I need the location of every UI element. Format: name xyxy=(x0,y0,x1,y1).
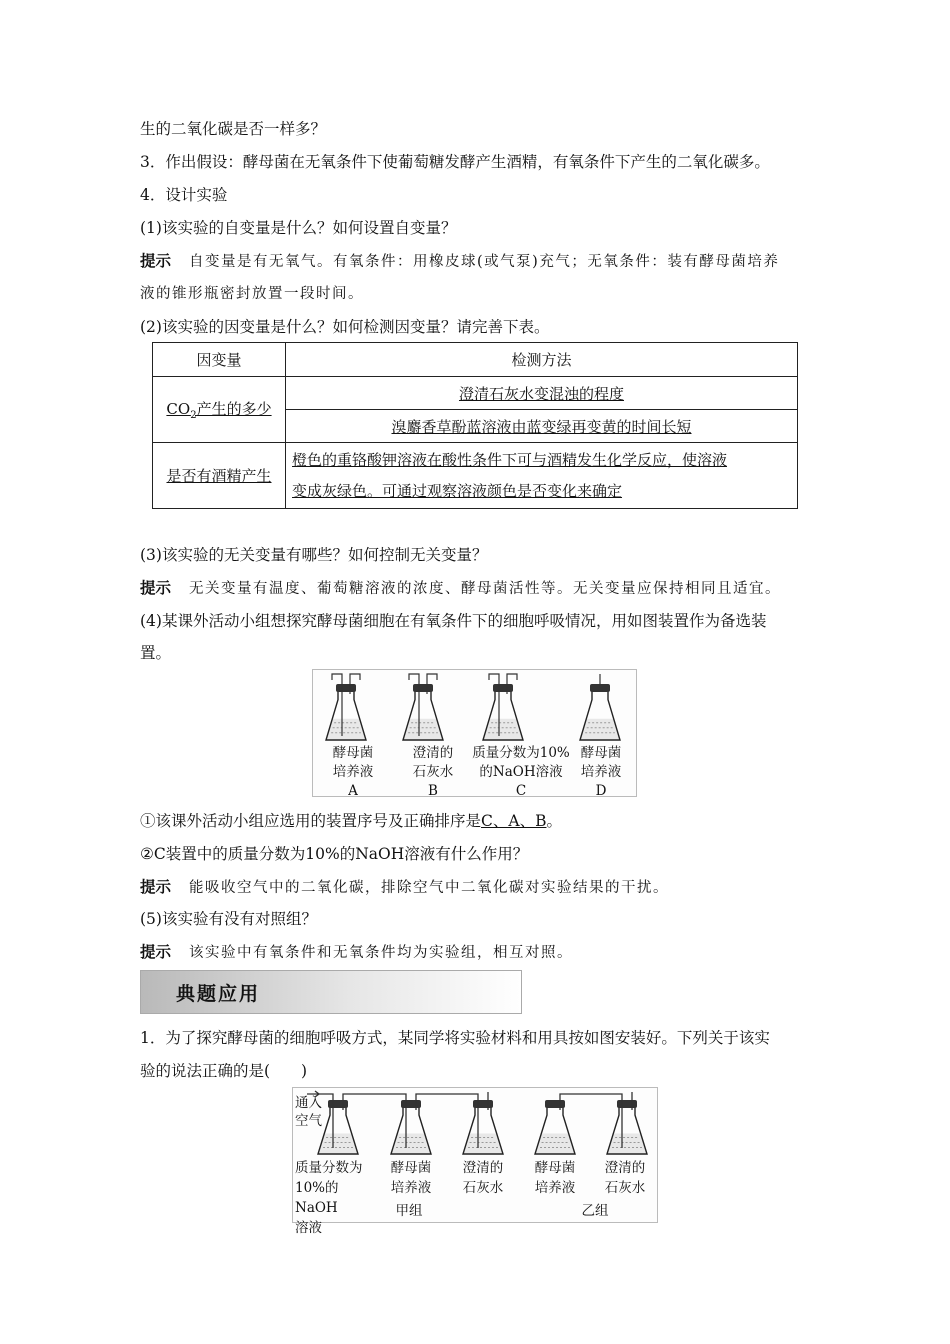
exercise-1: 1．为了探究酵母菌的细胞呼吸方式，某同学将实验材料和用具按如图安装好。下列关于该实 xyxy=(140,1029,770,1047)
hint-line xyxy=(140,249,779,271)
hint-text: 自变量是有无氧气。有氧条件：用橡皮球(或气泵)充气；无氧条件：装有酵母菌培养 xyxy=(189,254,780,270)
flask-c-label: 质量分数为10% 的NaOH溶液 C xyxy=(472,745,570,799)
answer-line-1: ①该课外活动小组应选用的装置序号及正确排序是C、A、B。 xyxy=(140,812,562,830)
hint-line xyxy=(140,875,669,897)
table-cell-co2: $CO_2$产生的多少 xyxy=(153,377,286,443)
hint-label: 提示 xyxy=(140,943,172,961)
flask-d-label: 酵母菌 培养液 D xyxy=(580,745,622,799)
question-1: (1)该实验的自变量是什么？如何设置自变量？ xyxy=(140,219,457,237)
hint-line xyxy=(140,576,781,598)
conical-flask xyxy=(607,1100,647,1154)
flask-a-label: 酵母菌 培养液 A xyxy=(332,745,374,799)
apparatus-figure-groups xyxy=(292,1087,658,1236)
hypothesis-line: 3．作出假设：酵母菌在无氧条件下使葡萄糖发酵产生酒精，有氧条件下产生的二氧化碳多。 xyxy=(140,153,770,171)
hint-label: 提示 xyxy=(140,252,172,270)
flask-yeast-a-label: 酵母菌 培养液 xyxy=(390,1160,432,1196)
question-5: (5)该实验有没有对照组？ xyxy=(140,910,317,928)
table-header-variable: 因变量 xyxy=(153,343,286,377)
conical-flask xyxy=(535,1100,575,1154)
exercise-1-cont: 验的说法正确的是( ) xyxy=(140,1062,308,1080)
flask-lime-b-label: 澄清的 石灰水 xyxy=(604,1160,646,1196)
hint-label: 提示 xyxy=(140,878,172,896)
flask-yeast-b-label: 酵母菌 培养液 xyxy=(534,1160,576,1196)
question-4: (4)某课外活动小组想探究酵母菌细胞在有氧条件下的细胞呼吸情况，用如图装置作为备选装 xyxy=(140,612,767,630)
hint-line xyxy=(140,940,573,962)
conical-flask xyxy=(318,1100,358,1154)
flask-naoh-label: 质量分数为 10%的NaOH 溶液 xyxy=(295,1160,363,1236)
table-cell-method-3: 橙色的重铬酸钾溶液在酸性条件下可与酒精发生化学反应，使溶液 变成灰绿色。可通过观察溶液颜色是否变化来确定 xyxy=(286,443,798,509)
question-naoh: ②C装置中的质量分数为10%的NaOH溶液有什么作用？ xyxy=(140,845,529,863)
conical-flask xyxy=(463,1100,503,1154)
hint-label: 提示 xyxy=(140,579,172,597)
hint-text: 无关变量有温度、葡萄糖溶液的浓度、酵母菌活性等。无关变量应保持相同且适宜。 xyxy=(189,581,782,597)
conical-flask xyxy=(391,1100,431,1154)
conical-flask xyxy=(483,684,523,740)
air-inlet-label: 通入 空气 xyxy=(295,1095,322,1129)
question-4-cont: 置。 xyxy=(140,644,172,662)
hint-text: 该实验中有氧条件和无氧条件均为实验组，相互对照。 xyxy=(189,945,574,961)
flask-b-label: 澄清的 石灰水 B xyxy=(412,745,454,799)
table-header-method: 检测方法 xyxy=(286,343,798,377)
section-banner xyxy=(140,970,522,1014)
conical-flask xyxy=(326,684,366,740)
answer-order: C、A、B xyxy=(481,812,547,830)
flask-lime-a-label: 澄清的 石灰水 xyxy=(462,1160,504,1196)
group-b-label: 乙组 xyxy=(581,1203,609,1219)
group-a-label: 甲组 xyxy=(395,1203,423,1219)
hint-text: 能吸收空气中的二氧化碳，排除空气中二氧化碳对实验结果的干扰。 xyxy=(189,880,670,896)
question-3: (3)该实验的无关变量有哪些？如何控制无关变量？ xyxy=(140,546,488,564)
table-cell-method-1: 澄清石灰水变混浊的程度 xyxy=(286,377,798,410)
banner-title: 典题应用 xyxy=(176,983,261,1005)
apparatus-figure-abcd xyxy=(312,669,637,797)
table-cell-method-2: 溴麝香草酚蓝溶液由蓝变绿再变黄的时间长短 xyxy=(286,410,798,443)
question-2: (2)该实验的因变量是什么？如何检测因变量？请完善下表。 xyxy=(140,318,550,336)
dependent-variable-table xyxy=(152,342,798,509)
text-line: 生的二氧化碳是否一样多？ xyxy=(140,120,327,138)
conical-flask xyxy=(403,684,443,740)
conical-flask xyxy=(580,684,620,740)
table-cell-alcohol: 是否有酒精产生 xyxy=(153,443,286,509)
hint-continuation: 液的锥形瓶密封放置一段时间。 xyxy=(140,286,364,302)
section-heading: 4．设计实验 xyxy=(140,186,228,204)
